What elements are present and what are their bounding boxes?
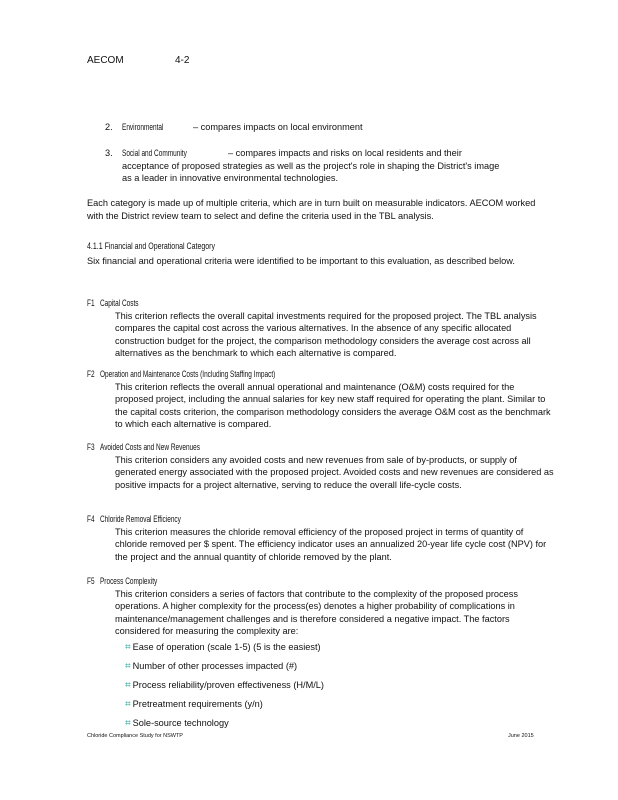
intro-paragraph: Each category is made up of multiple criteria, which are in turn built on measurable indicators. AECOM worked with the District review team to select and define the criteria used in the TBL analysis. — [87, 198, 536, 221]
criterion-f4 — [87, 509, 557, 563]
criterion-f1 — [87, 293, 557, 360]
list-item: ⌗ Ease of operation (scale 1-5) (5 is the easiest) — [125, 642, 321, 653]
criterion-f5 — [87, 571, 557, 638]
criterion-body: This criterion reflects the overall capital investments required for the proposed project. The TBL analysis compares the capital cost across the various alternatives. In the absence of any specific allocated construction budget for the project, the comparison methodology considers the average cost across all alternatives as the benchmark to which each alternative is compared. — [115, 311, 537, 359]
footer-left: Chloride Compliance Study for NSWTP — [87, 733, 183, 739]
criterion-heading: F1 Capital Costs — [87, 298, 139, 308]
section-heading: 4.1.1 Financial and Operational Category — [87, 241, 216, 251]
list-item: ⌗ Number of other processes impacted (#) — [125, 661, 298, 672]
bullet-icon: ⌗ — [125, 661, 131, 672]
list-item-title: Environmental — [122, 122, 164, 132]
list-item: ⌗ Process reliability/proven effectiveness (H/M/L) — [125, 680, 324, 691]
criterion-body: This criterion measures the chloride removal efficiency of the proposed project in terms of quantity of chloride removed per $ spent. The efficiency indicator uses an annualized 20-year life cycle cost (NPV) for the project and the annual quantity of chloride removed by the plant. — [115, 527, 547, 562]
bullet-icon: ⌗ — [125, 642, 131, 653]
header-company: AECOM — [87, 55, 124, 66]
header-page-number: 4-2 — [175, 55, 190, 66]
bullet-icon: ⌗ — [125, 699, 131, 710]
criterion-body: This criterion reflects the overall annual operational and maintenance (O&M) costs required for the proposed project, including the annual salaries for key new staff required for operating the plant. Similar to the capital costs criterion, the comparison methodology considers the average O&M cost as the benchmark to which each alternative is compared. — [115, 382, 551, 430]
section-intro: Six financial and operational criteria were identified to be important to this evaluation, as described below. — [87, 256, 515, 266]
criterion-body: This criterion considers any avoided costs and new revenues from sale of by-products, or supply of generated energy associated with the proposed project. Avoided costs and new revenues are considered as positive impacts for a project alternative, serving to reduce the overall life-cycle costs. — [115, 455, 554, 490]
criterion-f3 — [87, 437, 557, 491]
list-item-number: 3. — [105, 148, 113, 158]
footer-right: June 2015 — [508, 733, 534, 739]
bullet-icon: ⌗ — [125, 718, 131, 729]
criterion-heading: F2 Operation and Maintenance Costs (Including Staffing Impact) — [87, 369, 276, 379]
bullet-list — [125, 641, 324, 736]
criterion-heading: F5 Process Complexity — [87, 576, 158, 586]
criterion-body: This criterion considers a series of factors that contribute to the complexity of the proposed process operations. A higher complexity for the process(es) denotes a higher probability of complications in maintenance/management challenges and is therefore considered a negative impact. The factors considered for measuring the complexity are: — [115, 589, 518, 637]
list-item-text: – compares impacts and risks on local residents and their acceptance of proposed strategies as well as the project's role in shaping the District's image as a leader in innovative environmental technologies. — [122, 148, 500, 183]
list-item-text: – compares impacts on local environment — [193, 122, 363, 132]
list-item-number: 2. — [105, 122, 113, 132]
list-item-title: Social and Community — [122, 148, 187, 158]
criterion-heading: F3 Avoided Costs and New Revenues — [87, 442, 201, 452]
criterion-heading: F4 Chloride Removal Efficiency — [87, 514, 181, 524]
criterion-f2 — [87, 364, 557, 431]
list-item: ⌗ Pretreatment requirements (y/n) — [125, 699, 263, 710]
list-item: ⌗ Sole-source technology — [125, 718, 229, 729]
bullet-icon: ⌗ — [125, 680, 131, 691]
